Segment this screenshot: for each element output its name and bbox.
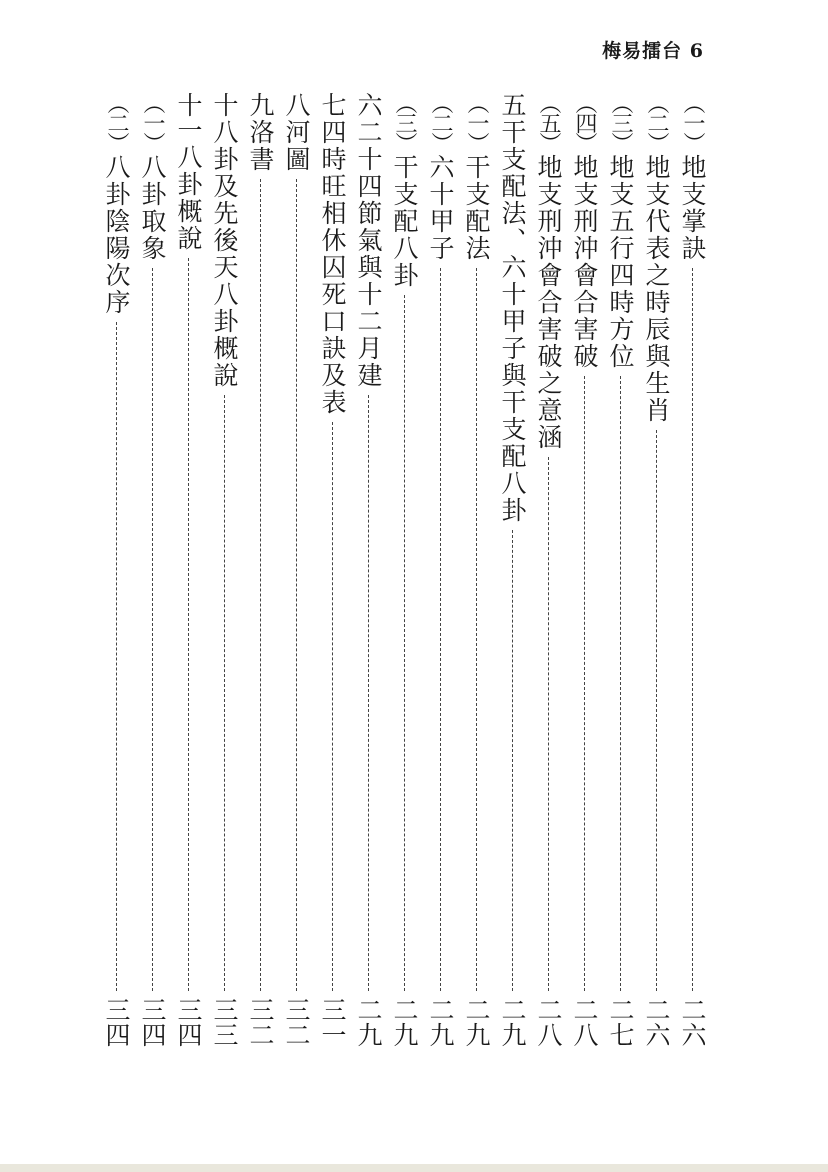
- entry-title: 干支配八卦: [390, 154, 419, 289]
- entry-page-number: 三三: [210, 997, 239, 1047]
- toc-entry[interactable]: [99, 92, 133, 1057]
- entry-page-number: 二九: [498, 997, 527, 1047]
- entry-marker: （二）: [644, 92, 669, 152]
- entry-marker: （一）: [140, 92, 165, 152]
- entry-page-number: 二八: [534, 997, 563, 1047]
- entry-page-number: 三四: [102, 997, 131, 1047]
- entry-marker: 六: [354, 92, 383, 117]
- toc-entry[interactable]: [459, 92, 493, 1057]
- entry-title: 干支配法、六十甲子與干支配八卦: [498, 119, 527, 524]
- dotted-leader: [224, 395, 225, 991]
- dotted-leader: [188, 258, 189, 991]
- dotted-leader: [116, 322, 117, 991]
- entry-title: 地支刑沖會合害破: [570, 154, 599, 370]
- toc-entry[interactable]: [135, 92, 169, 1057]
- dotted-leader: [440, 268, 441, 991]
- entry-marker: （二）: [428, 92, 453, 152]
- toc-entry[interactable]: [279, 92, 313, 1057]
- running-header: 梅易擂台 6: [602, 40, 704, 62]
- entry-title: 八卦陰陽次序: [102, 154, 131, 316]
- dotted-leader: [548, 457, 549, 991]
- dotted-leader: [368, 395, 369, 991]
- entry-page-number: 二九: [390, 997, 419, 1047]
- entry-title: 干支配法: [462, 154, 491, 262]
- entry-title: 六十甲子: [426, 154, 455, 262]
- dotted-leader: [620, 376, 621, 991]
- toc-entry[interactable]: [387, 92, 421, 1057]
- toc-entry[interactable]: [315, 92, 349, 1057]
- entry-title: 八卦取象: [138, 154, 167, 262]
- entry-page-number: 二九: [426, 997, 455, 1047]
- dotted-leader: [656, 430, 657, 991]
- dotted-leader: [296, 179, 297, 991]
- entry-page-number: 二九: [462, 997, 491, 1047]
- entry-marker: （一）: [464, 92, 489, 152]
- toc-entry[interactable]: [639, 92, 673, 1057]
- entry-marker: （二）: [104, 92, 129, 152]
- dotted-leader: [692, 268, 693, 991]
- entry-marker: 九: [246, 92, 275, 117]
- entry-marker: （四）: [572, 92, 597, 152]
- dotted-leader: [260, 179, 261, 991]
- entry-title: 四時旺相休囚死口訣及表: [318, 119, 347, 416]
- entry-marker: 十: [210, 92, 239, 117]
- entry-title: 地支掌訣: [678, 154, 707, 262]
- entry-page-number: 三二: [246, 997, 275, 1047]
- dotted-leader: [332, 422, 333, 991]
- toc-entry[interactable]: [351, 92, 385, 1057]
- toc-entry[interactable]: [171, 92, 205, 1057]
- dotted-leader: [512, 530, 513, 991]
- toc-entry[interactable]: [603, 92, 637, 1057]
- dotted-leader: [152, 268, 153, 991]
- entry-title: 洛書: [246, 119, 275, 173]
- toc-entry[interactable]: [207, 92, 241, 1057]
- entry-title: 八卦及先後天八卦概說: [210, 119, 239, 389]
- toc-entry[interactable]: [567, 92, 601, 1057]
- entry-marker: 五: [498, 92, 527, 117]
- toc-entry[interactable]: [243, 92, 277, 1057]
- entry-page-number: 二八: [570, 997, 599, 1047]
- entry-page-number: 三四: [138, 997, 167, 1047]
- entry-marker: （五）: [536, 92, 561, 152]
- entry-title: 二十四節氣與十二月建: [354, 119, 383, 389]
- dotted-leader: [584, 376, 585, 991]
- page-bottom-edge: [0, 1164, 828, 1172]
- entry-title: 地支代表之時辰與生肖: [642, 154, 671, 424]
- entry-title: 地支五行四時方位: [606, 154, 635, 370]
- entry-title: 河圖: [282, 119, 311, 173]
- entry-page-number: 三一: [318, 997, 347, 1047]
- entry-page-number: 二七: [606, 997, 635, 1047]
- entry-marker: （三）: [608, 92, 633, 152]
- entry-page-number: 三四: [174, 997, 203, 1047]
- toc-entry[interactable]: [675, 92, 709, 1057]
- dotted-leader: [476, 268, 477, 991]
- entry-page-number: 三二: [282, 997, 311, 1047]
- entry-page-number: 二六: [642, 997, 671, 1047]
- entry-title: 八卦概說: [174, 144, 203, 252]
- entry-page-number: 二九: [354, 997, 383, 1047]
- entry-marker: （三）: [392, 92, 417, 152]
- entry-page-number: 二六: [678, 997, 707, 1047]
- entry-marker: 十一: [174, 92, 203, 142]
- entry-marker: （一）: [680, 92, 705, 152]
- dotted-leader: [404, 295, 405, 991]
- toc-entry[interactable]: [531, 92, 565, 1057]
- entry-title: 地支刑沖會合害破之意涵: [534, 154, 563, 451]
- toc-entry[interactable]: [423, 92, 457, 1057]
- entry-marker: 七: [318, 92, 347, 117]
- toc-entry[interactable]: [495, 92, 529, 1057]
- entry-marker: 八: [282, 92, 311, 117]
